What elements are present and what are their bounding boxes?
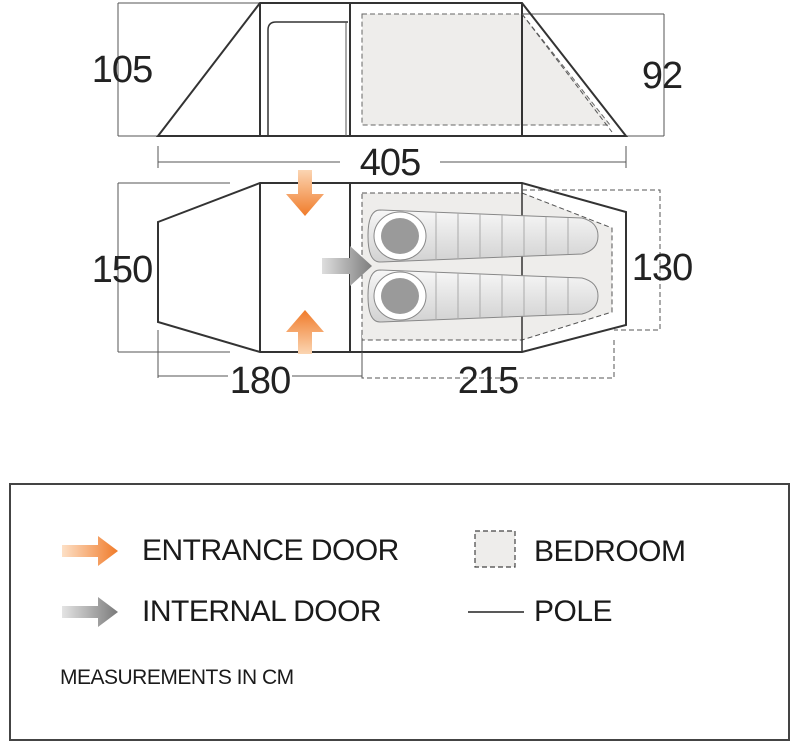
bedroom-legend-label: BEDROOM [534,535,686,568]
measurements-note: MEASUREMENTS IN CM [60,666,294,689]
pole-legend-label: POLE [534,595,613,628]
side-view [92,3,682,136]
porch-length-label: 180 [229,360,291,402]
sleeping-bag-1 [368,210,598,262]
entrance-door-arrow-top-icon [286,170,324,216]
entrance-door-arrow-bottom-icon [286,310,324,354]
entrance-door-legend-icon [62,536,120,566]
entrance-door-legend-label: ENTRANCE DOOR [142,534,399,567]
internal-door-legend-icon [62,597,120,627]
height-right-label: 92 [641,55,683,97]
top-view-guides [118,183,362,378]
width-rear-label: 130 [631,247,693,289]
bedroom-length-label: 215 [457,360,519,402]
sleeping-bag-2 [368,270,598,322]
total-length-label: 405 [359,142,421,184]
bedroom-legend-icon [474,530,516,568]
top-view [92,170,692,402]
total-length-dimension [158,142,626,184]
height-left-label: 105 [91,49,153,91]
legend-box [9,483,790,741]
pole-legend-icon [468,610,524,614]
width-front-label: 150 [91,249,153,291]
internal-door-legend-label: INTERNAL DOOR [142,595,382,628]
side-door-panel [268,22,348,136]
